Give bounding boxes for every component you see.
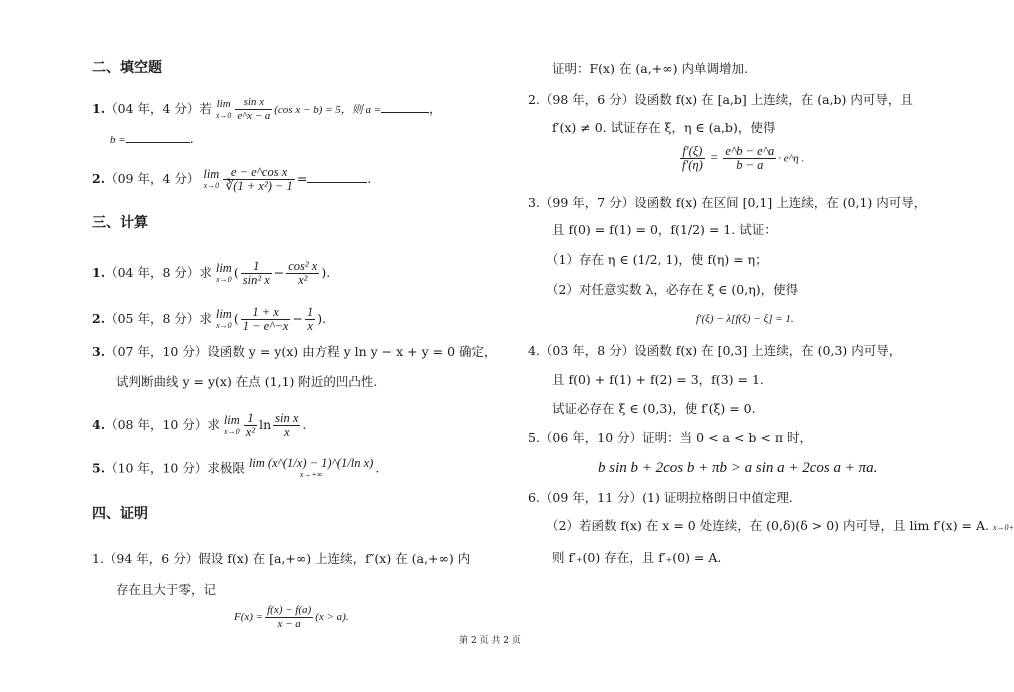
q4-2-rfrac: $\frac{e\^{}b - e\^{}a}{b - a}$ [725,144,775,172]
q4-1-cond: (x > a). [315,611,349,624]
section-title-proof: 四、证明 [92,506,148,522]
q2-1-b-label: b = [110,134,126,146]
q2-2-eq: = [296,171,308,186]
q3-2-lim: lim x→0 [215,306,232,330]
q2-1-b: b = . [110,131,194,146]
q3-3-line2: 试判断曲线 y = y(x) 在点 (1,1) 附近的凹凸性. [116,374,378,389]
q2-2-number: 2. [92,171,106,186]
q2-2: 2.（09 年，4 分） lim x→0 $\frac{\text{e − e\textasciicircum{}cos x}}{\text{∛(1 + x²) − 1}}$ = . [92,165,372,193]
q4-2-tail: · e^η . [778,152,805,165]
q4-2-line1: 2.（98 年，6 分）设函数 f(x) 在 [a,b] 上连续，在 (a,b) 内可导，且 [528,92,913,107]
q2-1-lim: lim x→0 [215,97,232,120]
q2-1-blank-a[interactable] [381,100,429,113]
q4-1-def [234,604,349,631]
q3-3 [92,344,497,360]
q3-1-lim: lim x→0 [215,260,232,284]
q4-3-eq: f′(ξ) − λ[f(ξ) − ξ] = 1. [696,313,794,325]
q3-2-frac1: $\frac{1 + x}{1 - e\^{}-x}$ [242,305,289,333]
q4-3-line2: 且 f(0) = f(1) = 0，f(1/2) = 1. 试证： [552,222,777,237]
q2-1-rest: (cos x − b) = 5，则 a = [274,104,382,116]
q4-2-eq: $\frac{f'(\xi)}{f'(\eta)}$ = $\frac{e\^{}b - e\^{}a}{b - a}$ · e^η . [682,144,805,172]
section-title-fill-in: 二、填空题 [92,60,162,76]
q2-1-number: 1. [92,101,106,116]
q4-4-line2: 且 f(0) + f(1) + f(2) = 3，f(3) = 1. [552,372,764,387]
q3-4: 4.（08 年，10 分）求 lim x→0 $\frac{1}{\text{x²}}$ ln $\frac{\text{sin x}}{x}$ . [92,411,307,439]
q4-6-line1: 6.（09 年，11 分）(1) 证明拉格朗日中值定理. [528,490,793,505]
q4-1-conclusion: 证明：F(x) 在 (a,+∞) 内单调增加. [552,61,748,76]
q3-5-meta: （10 年，10 分）求极限 [105,460,245,476]
q3-3-meta: （07 年，10 分）设函数 y = y(x) 由方程 y ln y − x + y = 0 确定， [105,344,497,359]
q4-3-part1: （1）存在 η ∈ (1/2, 1)，使 f(η) = η； [546,252,768,267]
q3-2-frac2: $\frac{1}{x}$ [306,305,314,333]
q4-2-line2: f′(x) ≠ 0. 试证存在 ξ，η ∈ (a,b)，使得 [552,120,776,135]
q3-4-lim: lim x→0 [223,412,240,436]
q2-1-meta: （04 年，4 分）若 [105,101,212,116]
q4-1-lhs: F(x) = [234,611,264,624]
q4-6-lim-sub: x→0+ [992,523,1014,532]
q3-1-frac2: $\frac{\text{cos² x}}{\text{x²}}$ [288,259,318,287]
q4-3-part2: （2）对任意实数 λ，必存在 ξ ∈ (0,η)，使得 [546,282,799,297]
q2-2-lim: lim x→0 [203,166,220,190]
q3-4-meta: （08 年，10 分）求 [105,417,220,432]
q4-3-line1: 3.（99 年，7 分）设函数 f(x) 在区间 [0,1] 上连续，在 (0,1) 内可导， [528,195,927,210]
q3-1-meta: （04 年，8 分）求 [105,265,212,280]
q3-2-number: 2. [92,311,106,326]
q3-4-ln: ln [259,417,272,432]
q4-5-eq: b sin b + 2cos b + πb > a sin a + 2cos a + πa. [598,460,878,476]
q2-2-blank[interactable] [307,170,367,183]
q3-3-number: 3. [92,344,106,359]
q3-2: 2.（05 年，8 分）求 lim x→0 ( $\frac{1 + x}{1 - e\^{}-x}$ − $\frac{1}{x}$ ). [92,305,327,333]
q2-1-frac: $\frac{\text{sin x}}{e\^{}x - a}$ [237,96,271,122]
q3-1: 1.（04 年，8 分）求 lim x→0 ( $\frac{1}{\text{sin² x}}$ − $\frac{\text{cos² x}}{\text{x²}}$ ). [92,259,331,287]
q4-4-line3: 试证必存在 ξ ∈ (0,3)，使 f′(ξ) = 0. [552,401,756,416]
q3-1-number: 1. [92,265,106,280]
q3-1-frac1: $\frac{1}{\text{sin² x}}$ [242,259,270,287]
q3-4-frac2: $\frac{\text{sin x}}{x}$ [275,411,299,439]
q4-1-frac: $\frac{f(x) - f(a)}{x - a}$ [267,604,312,630]
q2-2-frac: $\frac{\text{e − e\textasciicircum{}cos x}}{\text{∛(1 + x²) − 1}}$ [225,165,293,193]
q3-5-lim: lim (x^(1/x) − 1)^(1/ln x) x→+∞ [248,456,374,479]
q4-2-lfrac: $\frac{f'(\xi)}{f'(\eta)}$ [682,144,703,172]
q4-6-line2 [546,518,1014,536]
q3-4-frac1: $\frac{1}{\text{x²}}$ [245,411,256,439]
q4-4-line1: 4.（03 年，8 分）设函数 f(x) 在 [0,3] 上连续，在 (0,3) 内可导， [528,343,902,358]
q4-6-line3: 则 f′₊(0) 存在，且 f′₊(0) = A. [552,550,722,565]
q3-5-number: 5. [92,460,106,476]
q4-1-line2: 存在且大于零，记 [116,582,217,597]
page-footer: 第 2 页 共 2 页 [459,636,521,646]
q4-1-line1: 1.（94 年，6 分）假设 f(x) 在 [a,+∞) 上连续，f″(x) 在 (a,+∞) 内 [92,551,471,566]
q4-6-line2-text: （2）若函数 f(x) 在 x = 0 处连续，在 (0,δ)(δ > 0) 内可导，且 lim f′(x) = A. [546,518,989,533]
q2-1: 1.（04 年，4 分）若 lim x→0 $\frac{\text{sin x}}{e\^{}x - a}$ (cos x − b) = 5，则 a = ， [92,96,442,122]
q3-2-meta: （05 年，8 分）求 [105,311,212,326]
q2-2-meta: （09 年，4 分） [105,171,200,186]
q2-1-blank-b[interactable] [126,130,190,143]
q4-5-line1: 5.（06 年，10 分）证明：当 0 < a < b < π 时， [528,430,813,445]
section-title-compute: 三、计算 [92,215,148,231]
q3-4-number: 4. [92,417,106,432]
q3-5: 5.（10 年，10 分）求极限 lim (x^(1/x) − 1)^(1/ln x) x→+∞ . [92,456,380,479]
